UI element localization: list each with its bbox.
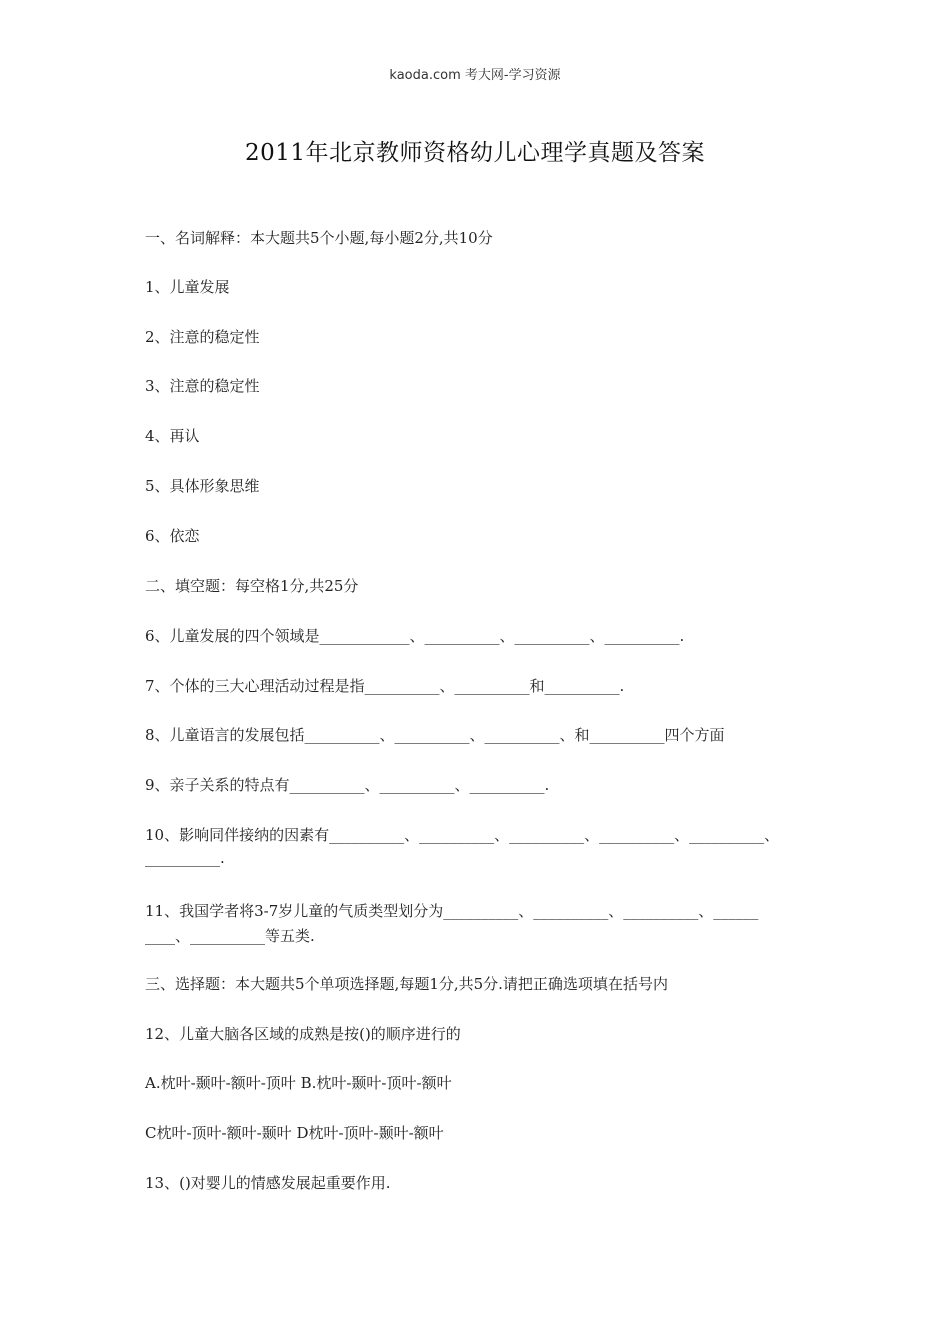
- answer-options: C枕叶-顶叶-额叶-颞叶 D枕叶-顶叶-颞叶-额叶: [145, 1124, 444, 1142]
- answer-options: A.枕叶-颞叶-额叶-顶叶 B.枕叶-颞叶-顶叶-额叶: [145, 1074, 452, 1092]
- question-line-continued: __________.: [145, 849, 225, 867]
- question-line: 12、儿童大脑各区域的成熟是按()的顺序进行的: [145, 1025, 461, 1043]
- question-line: 9、亲子关系的特点有__________、__________、__________.: [145, 776, 550, 794]
- question-line: 7、个体的三大心理活动过程是指__________、__________和__________.: [145, 677, 625, 695]
- section-heading-definitions: 一、名词解释：本大题共5个小题,每小题2分,共10分: [145, 229, 493, 247]
- section-heading-fill-blank: 二、填空题：每空格1分,共25分: [145, 577, 359, 595]
- question-line: 11、我国学者将3-7岁儿童的气质类型划分为__________、__________、__________、______: [145, 902, 759, 920]
- question-line-continued: ____、__________等五类.: [145, 927, 315, 945]
- question-line: 5、具体形象思维: [145, 477, 260, 495]
- question-line: 6、依恋: [145, 527, 200, 545]
- question-line: 1、儿童发展: [145, 278, 230, 296]
- question-line: 3、注意的稳定性: [145, 377, 260, 395]
- site-header: kaoda.com 考大网-学习资源: [389, 68, 561, 83]
- section-heading-multiple-choice: 三、选择题：本大题共5个单项选择题,每题1分,共5分.请把正确选项填在括号内: [145, 975, 668, 993]
- question-line: 10、影响同伴接纳的因素有__________、__________、__________、__________、__________、: [145, 826, 780, 844]
- question-line: 2、注意的稳定性: [145, 328, 260, 346]
- question-line: 6、儿童发展的四个领域是____________、__________、__________、__________.: [145, 627, 685, 645]
- question-line: 8、儿童语言的发展包括__________、__________、__________、和__________四个方面: [145, 726, 725, 744]
- question-line: 13、()对婴儿的情感发展起重要作用.: [145, 1174, 391, 1192]
- question-line: 4、再认: [145, 427, 200, 445]
- document-title: 2011年北京教师资格幼儿心理学真题及答案: [244, 140, 706, 166]
